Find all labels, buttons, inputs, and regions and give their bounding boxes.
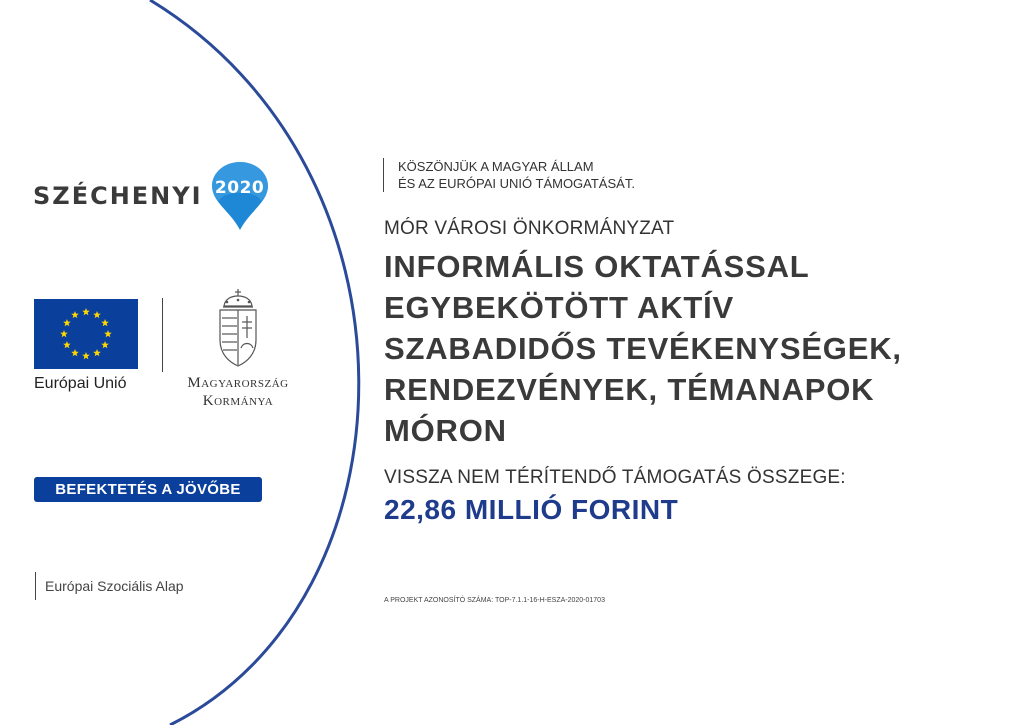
- investment-badge: BEFEKTETÉS A JÖVŐBE: [34, 477, 262, 502]
- government-line2: Kormánya: [202, 393, 274, 409]
- grant-amount: 22,86 MILLIÓ FORINT: [384, 494, 679, 525]
- eu-star-icon: [104, 330, 112, 337]
- location-pin-icon: [209, 160, 271, 232]
- eu-star-icon: [82, 308, 90, 315]
- project-title: [384, 246, 984, 451]
- beneficiary-name: MÓR VÁROSI ÖNKORMÁNYZAT: [384, 218, 675, 239]
- eu-star-icon: [101, 319, 109, 326]
- fund-label: [35, 572, 184, 600]
- project-title-line: MÓRON: [384, 413, 507, 448]
- hungarian-coat-of-arms-icon: [215, 288, 261, 373]
- thanks-line2: ÉS AZ EURÓPAI UNIÓ TÁMOGATÁSÁT.: [398, 176, 635, 191]
- szechenyi-2020-logo: [33, 160, 271, 232]
- thanks-line1: KÖSZÖNJÜK A MAGYAR ÁLLAM: [398, 159, 594, 174]
- eu-star-icon: [93, 349, 101, 356]
- eu-star-icon: [71, 349, 79, 356]
- eu-star-icon: [63, 341, 71, 348]
- eu-star-icon: [60, 330, 68, 337]
- grant-label: VISSZA NEM TÉRÍTENDŐ TÁMOGATÁS ÖSSZEGE:: [384, 467, 846, 488]
- eu-flag-icon: [34, 299, 138, 369]
- fund-name: Európai Szociális Alap: [45, 578, 184, 594]
- eu-star-icon: [82, 352, 90, 359]
- eu-star-icon: [93, 311, 101, 318]
- government-line1: Magyarország: [187, 375, 289, 391]
- eu-star-icon: [71, 311, 79, 318]
- project-title-line: RENDEZVÉNYEK, TÉMANAPOK: [384, 372, 875, 407]
- eu-label: Európai Unió: [34, 375, 127, 392]
- szechenyi-wordmark: SZÉCHENYI: [33, 182, 203, 210]
- government-label: [168, 374, 308, 410]
- thanks-block: [383, 158, 635, 192]
- logo-divider: [162, 298, 163, 372]
- szechenyi-year: 2020: [214, 178, 265, 198]
- eu-star-icon: [63, 319, 71, 326]
- project-title-line: SZABADIDŐS TEVÉKENYSÉGEK,: [384, 331, 902, 366]
- project-title-line: EGYBEKÖTÖTT AKTÍV: [384, 290, 735, 325]
- project-title-line: INFORMÁLIS OKTATÁSSAL: [384, 249, 810, 284]
- project-id: A PROJEKT AZONOSÍTÓ SZÁMA: TOP-7.1.1-16-H-ESZA-2020-01703: [384, 597, 605, 604]
- eu-star-icon: [101, 341, 109, 348]
